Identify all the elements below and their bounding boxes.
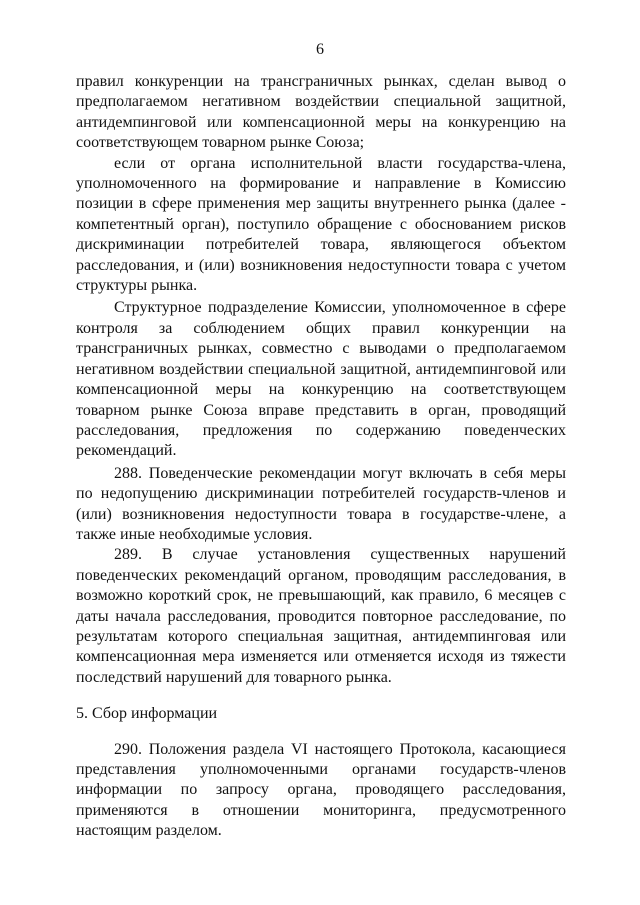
paragraph-competent-authority: если от органа исполнительной власти государства-члена, уполномоченного на формирование и направление в Комиссию позиции в сфере применения мер защиты внутреннего рынка (далее - компетентный орган), поступило обращение с обоснованием рисков дискриминации потребителей товара, являющегося объектом расследования, и (или) возникновения недоступности товара с учетом структуры рынка. — [76, 154, 566, 295]
document-body — [76, 72, 566, 842]
page-number: 6 — [316, 41, 324, 58]
paragraph-289: 289. В случае установления существенных нарушений поведенческих рекомендаций органом, проводящим расследования, в возможно короткий срок, не превышающий, как правило, 6 месяцев с даты начала расследования, проводится повторное расследование, по результатам которого специальная защитная, антидемпинговая или компенсационная мера изменяется или отменяется исходя из тяжести последствий нарушений для товарного рынка. — [76, 546, 566, 686]
paragraph-structural-division: Структурное подразделение Комиссии, уполномоченное в сфере контроля за соблюдением общих правил конкуренции на трансграничных рынках, совместно с выводами о предполагаемом негативном воздействии специальной защитной, антидемпинговой или компенсационной меры на конкуренцию на соответствующем товарном рынке Союза вправе представить в орган, проводящий расследования, предложения по содержанию поведенческих рекомендаций. — [76, 299, 566, 460]
paragraph-continuation: правил конкуренции на трансграничных рынках, сделан вывод о предполагаемом негативном воздействии специальной защитной, антидемпинговой или компенсационной меры на конкуренцию на соответствующем товарном рынке Союза; — [76, 73, 566, 152]
section-heading: 5. Сбор информации — [76, 705, 218, 723]
paragraph-290: 290. Положения раздела VI настоящего Протокола, касающиеся представления уполномоченными органами государств-членов информации по запросу органа, проводящего расследования, применяются в отношении мониторинга, предусмотренного настоящим разделом. — [76, 740, 566, 840]
paragraph-288: 288. Поведенческие рекомендации могут включать в себя меры по недопущению дискриминации потребителей государств-членов и (или) возникновения недоступности товара в государстве-члене, а также иные необходимые условия. — [76, 464, 566, 543]
